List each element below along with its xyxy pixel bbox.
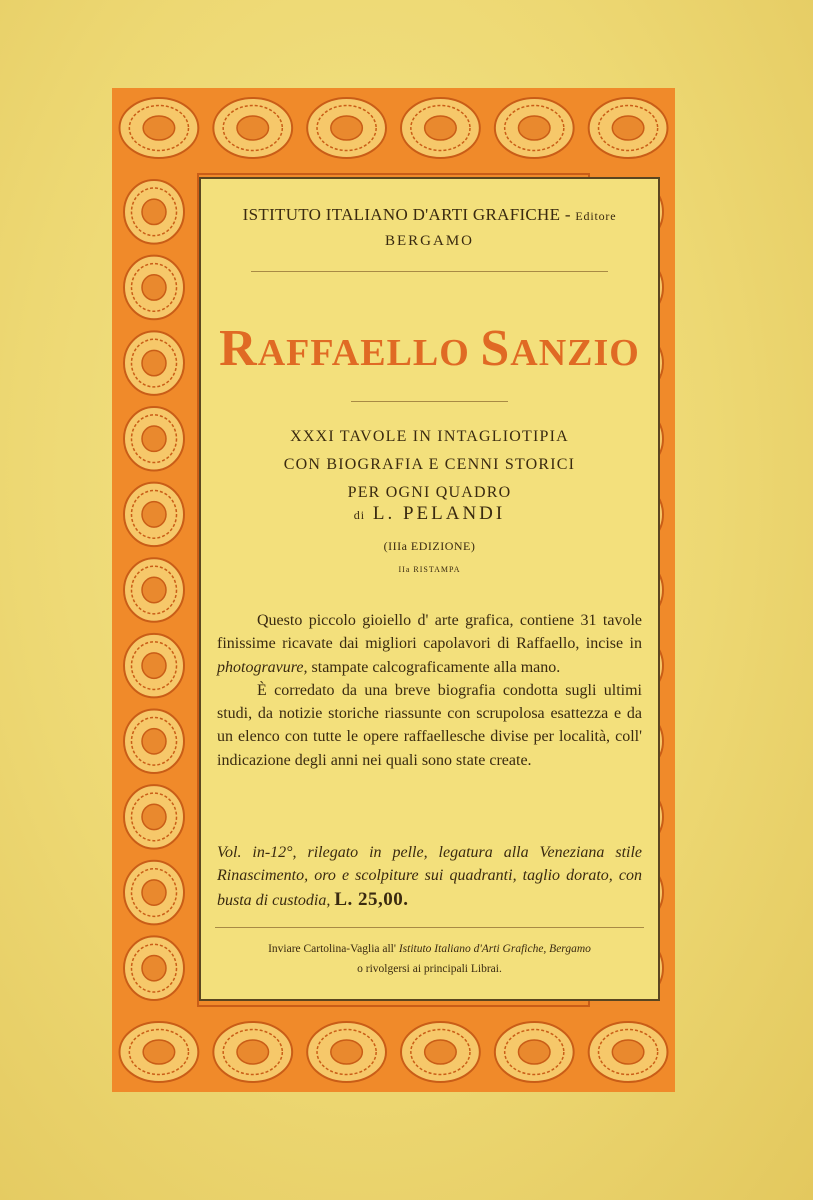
ornament-medallion [120,98,199,158]
ornament-medallion [124,861,184,925]
footer-emphasis: Istituto Italiano d'Arti Grafiche, Bergamo [398,943,591,955]
publisher-role: Editore [575,209,617,223]
footer-line [211,939,648,959]
divider-title [351,401,508,402]
ornament-medallion [120,1022,199,1082]
ornament-medallion [124,785,184,849]
title-word-2: ANZIO [510,332,640,374]
description-paragraph: È corredato da una breve biografia condotta sugli ultimi studi, da notizie storiche riassunte con scrupolosa esattezza e da un elenco con tutte le opere raffaellesche divise per località, coll' indicazione degli anni nei quali sono state create. [217,681,642,769]
ornament-medallion [124,936,184,1000]
ornament-medallion [124,331,184,395]
book-title [201,319,658,378]
ornament-medallion [307,98,386,158]
ornament-medallion [495,1022,574,1082]
ornament-medallion [307,1022,386,1082]
description-text: Questo piccolo gioiello d' arte grafica, contiene 31 tavole finissime ricavate dai migliori capolavori di Raffaello, incise in [217,612,642,653]
ornament-medallion [124,634,184,698]
ornament-medallion [124,180,184,244]
ornament-medallion [213,98,292,158]
footer-line: o rivolgersi ai principali Librai. [357,963,502,975]
ornament-medallion [589,1022,668,1082]
ornament-medallion [124,256,184,320]
price-label: L. 25,00. [334,888,409,910]
ornament-medallion [124,407,184,471]
ornament-medallion [124,558,184,622]
description-paragraph [217,609,642,679]
author-name: L. PELANDI [372,503,506,524]
publisher-name: ISTITUTO ITALIANO D'ARTI GRAFICHE - [242,205,571,224]
subtitle-line: XXXI TAVOLE IN INTAGLIOTIPIA [290,428,569,445]
text-panel [199,177,660,1001]
ornament-medallion [401,1022,480,1082]
edition-label: (IIIa EDIZIONE) [383,539,476,553]
ornament-medallion [495,98,574,158]
description-text: stampate calcograficamente alla mano. [307,658,561,676]
footer-note [211,939,648,979]
publisher-city: BERGAMO [384,233,474,249]
description-block [217,609,642,772]
description-emphasis: photogravure, [217,658,308,676]
footer-text: Inviare Cartolina-Vaglia all' [268,943,396,955]
volume-details [217,841,642,912]
ornament-medallion [124,710,184,774]
divider-footer [215,927,644,928]
divider-top [251,271,608,272]
subtitle-line: PER OGNI QUADRO [347,484,512,501]
title-initial-r: R [219,320,258,377]
title-initial-s: S [480,320,511,377]
author-prefix: di [353,508,366,522]
publisher-line [201,205,658,225]
subtitle-block [201,423,658,507]
author-line [201,503,658,525]
ornament-medallion [124,483,184,547]
volume-text: Vol. in-12°, rilegato in pelle, legatura alla Veneziana stile Rinascimento, oro e scolpiture sui quadranti, taglio dorato, con busta di custodia, [217,844,642,909]
ornament-medallion [213,1022,292,1082]
subtitle-line: CON BIOGRAFIA E CENNI STORICI [283,456,576,473]
title-word-1: AFFAELLO [257,332,470,374]
ornament-medallion [401,98,480,158]
ornament-medallion [589,98,668,158]
reprint-label: IIa RISTAMPA [398,565,461,574]
